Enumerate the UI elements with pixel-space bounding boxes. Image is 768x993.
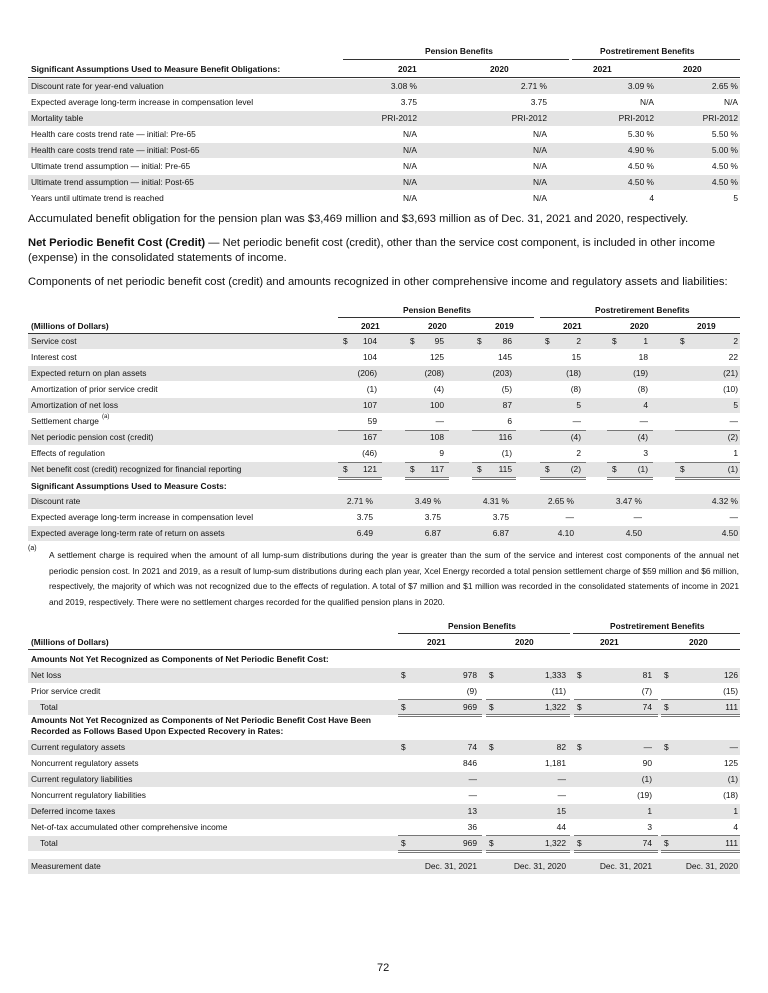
cell-value: (5)	[501, 384, 512, 394]
cell-value: (8)	[637, 384, 648, 394]
dollar-sign: $	[401, 702, 406, 712]
table-row	[28, 700, 740, 715]
cell-value: —	[435, 416, 444, 426]
cell-value: Dec. 31, 2021	[599, 861, 652, 871]
dollar-sign: $	[489, 838, 494, 848]
cell-value: 6	[507, 416, 512, 426]
cell-value: 104	[363, 336, 377, 346]
cell-value: 4.50	[625, 528, 642, 538]
dollar-sign: $	[577, 838, 582, 848]
row-label: Total	[40, 702, 58, 712]
dollar-sign: $	[410, 464, 415, 474]
row-label: Prior service credit	[31, 686, 101, 696]
table-row	[28, 191, 740, 206]
table-row	[28, 430, 740, 445]
table-row	[28, 526, 740, 541]
cell-value: 108	[430, 432, 444, 442]
cell-value: (9)	[466, 686, 477, 696]
dollar-sign: $	[477, 336, 482, 346]
table-row	[28, 414, 740, 429]
row-label: Service cost	[31, 336, 77, 346]
cell-value: (7)	[641, 686, 652, 696]
cell-value: 4.50	[721, 528, 738, 538]
cell-value: 2.65 %	[547, 496, 574, 506]
cell-value: N/A	[533, 193, 547, 203]
pension-benefits-header: Pension Benefits	[403, 305, 471, 315]
cell-value: N/A	[724, 97, 738, 107]
cell-value: N/A	[403, 193, 417, 203]
year-header: 2020	[630, 321, 649, 331]
table-row	[28, 382, 740, 397]
cell-value: PRI-2012	[381, 113, 417, 123]
cell-value: 95	[434, 336, 444, 346]
cell-value: —	[565, 512, 574, 522]
postretirement-benefits-header: Postretirement Benefits	[610, 621, 705, 631]
cell-value: (10)	[723, 384, 738, 394]
row-label: Amortization of net loss	[31, 400, 119, 410]
cell-value: PRI-2012	[511, 113, 547, 123]
cell-value: 3.75	[492, 512, 509, 522]
cell-value: (4)	[637, 432, 648, 442]
cell-value: 100	[430, 400, 444, 410]
cell-value: 5.00 %	[711, 145, 738, 155]
section-heading: Net Periodic Benefit Cost (Credit)	[28, 237, 206, 249]
cell-value: N/A	[403, 177, 417, 187]
cell-value: —	[468, 790, 477, 800]
footnote-text: A settlement charge is required when the amount of all lump-sum distributions during the year is greater than the sum of the service and interest cost components of the annual net periodic pension cost. In 2021 and 2019, as a result of lump-sum distributions during each plan year, Xcel Energy recorded a total pension settlement charge of $59 million and $6 million, respectively, the majority of which was not recognized due to the effects of regulation. A total of $7 million and $1 million was recorded in the consolidated statements of income in 2021 and 2019, respectively. There were no settlement charges recorded for the qualified pension plans in 2020.	[49, 550, 739, 607]
table-row	[28, 510, 740, 525]
cell-value: (2)	[727, 432, 738, 442]
year-header: 2020	[428, 321, 447, 331]
row-label: Interest cost	[31, 352, 77, 362]
cell-value: 167	[363, 432, 377, 442]
table-row	[28, 668, 740, 683]
cell-value: 2.65 %	[711, 81, 738, 91]
row-label: Mortality table	[31, 113, 84, 123]
year-header: 2019	[495, 321, 514, 331]
cell-value: N/A	[403, 145, 417, 155]
cell-value: (1)	[501, 448, 512, 458]
row-label: Net periodic pension cost (credit)	[31, 432, 154, 442]
row-label: Noncurrent regulatory liabilities	[31, 790, 146, 800]
cell-value: N/A	[533, 129, 547, 139]
year-header: 2020	[683, 64, 702, 74]
cell-value: 111	[725, 838, 738, 848]
cell-value: 3	[647, 822, 652, 832]
postretirement-benefits-header: Postretirement Benefits	[595, 305, 690, 315]
table-row	[28, 772, 740, 787]
cell-value: 4.32 %	[711, 496, 738, 506]
table-row	[28, 398, 740, 413]
row-label: Measurement date	[31, 861, 101, 871]
year-header: 2021	[563, 321, 582, 331]
dollar-sign: $	[664, 838, 669, 848]
table-row	[28, 836, 740, 851]
cell-value: 969	[463, 702, 477, 712]
row-label: Settlement charge	[31, 416, 99, 426]
cell-value: (1)	[641, 774, 652, 784]
cell-value: 1	[733, 448, 738, 458]
table-row	[28, 95, 740, 110]
footnote-mark: (a)	[28, 545, 37, 552]
cell-value: (208)	[424, 368, 444, 378]
cell-value: (1)	[637, 464, 648, 474]
cell-value: 44	[556, 822, 566, 832]
paragraph-accumulated-obligation: Accumulated benefit obligation for the pension plan was $3,469 million and $3,693 million as of Dec. 31, 2021 and 2020, respectively.	[28, 213, 689, 225]
cell-value: 18	[638, 352, 648, 362]
row-label: Expected return on plan assets	[31, 368, 147, 378]
cell-value: N/A	[403, 129, 417, 139]
dollar-sign: $	[489, 742, 494, 752]
cell-value: 2.71 %	[346, 496, 373, 506]
cell-value: 1,181	[545, 758, 566, 768]
cell-value: 4.50 %	[627, 161, 654, 171]
cell-value: 87	[502, 400, 512, 410]
cell-value: —	[643, 742, 652, 752]
cell-value: 3.75	[530, 97, 547, 107]
cell-value: 115	[498, 464, 512, 474]
dollar-sign: $	[577, 702, 582, 712]
row-label: Deferred income taxes	[31, 806, 116, 816]
cell-value: —	[572, 416, 581, 426]
cell-value: (2)	[570, 464, 581, 474]
dollar-sign: $	[612, 464, 617, 474]
row-label: Total	[40, 838, 58, 848]
dollar-sign: $	[664, 702, 669, 712]
year-header: 2021	[600, 637, 619, 647]
cell-value: 90	[642, 758, 652, 768]
cell-value: (206)	[357, 368, 377, 378]
cell-value: (8)	[570, 384, 581, 394]
year-header: 2020	[515, 637, 534, 647]
dollar-sign: $	[612, 336, 617, 346]
cell-value: 3.08 %	[390, 81, 417, 91]
row-label: Noncurrent regulatory assets	[31, 758, 139, 768]
cell-value: 82	[556, 742, 566, 752]
page-number: 72	[377, 962, 390, 974]
table-row	[28, 175, 740, 190]
cell-value: 145	[498, 352, 512, 362]
section-title: Recorded as Follows Based Upon Expected Recovery in Rates:	[31, 726, 284, 736]
paragraph-components: Components of net periodic benefit cost (credit) and amounts recognized in other comprehensive income and regulatory assets and liabilities:	[28, 276, 728, 288]
table-row	[28, 111, 740, 126]
cell-value: 3.47 %	[615, 496, 642, 506]
cell-value: (19)	[633, 368, 648, 378]
cell-value: —	[557, 774, 566, 784]
cell-value: 125	[724, 758, 738, 768]
cell-value: (1)	[727, 774, 738, 784]
cell-value: 5.30 %	[627, 129, 654, 139]
footnote-reference: (a)	[102, 414, 110, 420]
cell-value: 4	[649, 193, 654, 203]
table-row	[28, 462, 740, 477]
cell-value: 4.50 %	[627, 177, 654, 187]
table-subtitle: Significant Assumptions Used to Measure Costs:	[31, 481, 227, 491]
cell-value: 4.50 %	[711, 177, 738, 187]
cell-value: 1,333	[545, 670, 566, 680]
postretirement-benefits-header: Postretirement Benefits	[600, 46, 695, 56]
cell-value: N/A	[533, 145, 547, 155]
cell-value: 969	[463, 838, 477, 848]
dollar-sign: $	[489, 670, 494, 680]
cell-value: 74	[467, 742, 477, 752]
cell-value: 6.87	[492, 528, 509, 538]
cell-value: 125	[430, 352, 444, 362]
cell-value: Dec. 31, 2021	[424, 861, 477, 871]
dollar-sign: $	[489, 702, 494, 712]
cell-value: 2.71 %	[520, 81, 547, 91]
row-label: Expected average long-term increase in compensation level	[31, 512, 254, 522]
dollar-sign: $	[680, 464, 685, 474]
dollar-sign: $	[343, 464, 348, 474]
cell-value: 22	[728, 352, 738, 362]
year-header: 2020	[689, 637, 708, 647]
row-label: Current regulatory liabilities	[31, 774, 133, 784]
cell-value: 4	[733, 822, 738, 832]
row-label: Current regulatory assets	[31, 742, 126, 752]
row-label: Ultimate trend assumption — initial: Pre-65	[31, 161, 191, 171]
cell-value: 4.31 %	[482, 496, 509, 506]
cell-value: PRI-2012	[618, 113, 654, 123]
cell-value: Dec. 31, 2020	[513, 861, 566, 871]
cell-value: 2	[733, 336, 738, 346]
cell-value: 107	[363, 400, 377, 410]
cell-value: (18)	[723, 790, 738, 800]
section-title: Amounts Not Yet Recognized as Components of Net Periodic Benefit Cost:	[31, 654, 329, 664]
cell-value: —	[729, 416, 738, 426]
row-label: Ultimate trend assumption — initial: Post-65	[31, 177, 194, 187]
table-row	[28, 494, 740, 509]
dollar-sign: $	[664, 742, 669, 752]
cell-value: 74	[642, 838, 652, 848]
cell-value: 4.10	[557, 528, 574, 538]
cell-value: (4)	[570, 432, 581, 442]
cell-value: 846	[463, 758, 477, 768]
section-title: Amounts Not Yet Recognized as Components of Net Periodic Benefit Cost Have Been	[31, 715, 372, 725]
year-header: 2019	[697, 321, 716, 331]
cell-value: Dec. 31, 2020	[685, 861, 738, 871]
cell-value: —	[557, 790, 566, 800]
cell-value: 9	[439, 448, 444, 458]
row-label: Net benefit cost (credit) recognized for financial reporting	[31, 464, 242, 474]
row-label: Discount rate for year-end valuation	[31, 81, 164, 91]
cell-value: 111	[725, 702, 738, 712]
cell-value: 117	[430, 464, 444, 474]
cell-value: 86	[502, 336, 512, 346]
table-row	[28, 143, 740, 158]
cell-value: 4.90 %	[627, 145, 654, 155]
cell-value: 5	[576, 400, 581, 410]
cell-value: PRI-2012	[702, 113, 738, 123]
cell-value: 1	[643, 336, 648, 346]
cell-value: 3.49 %	[414, 496, 441, 506]
row-label: Health care costs trend rate — initial: Post-65	[31, 145, 200, 155]
cell-value: 4	[643, 400, 648, 410]
cell-value: 3.75	[424, 512, 441, 522]
cell-value: N/A	[403, 161, 417, 171]
cell-value: —	[729, 742, 738, 752]
dollar-sign: $	[577, 670, 582, 680]
table-row	[28, 740, 740, 755]
cell-value: 15	[571, 352, 581, 362]
pension-benefits-header: Pension Benefits	[425, 46, 493, 56]
cell-value: (1)	[366, 384, 377, 394]
dollar-sign: $	[545, 336, 550, 346]
table-row	[28, 334, 740, 349]
dollar-sign: $	[577, 742, 582, 752]
paragraph-text: — Net periodic benefit cost (credit), other than the service cost component, is included in other income (expense) in the consolidated statements of income.	[28, 237, 716, 264]
cell-value: 126	[724, 670, 738, 680]
table-row	[28, 79, 740, 94]
cell-value: (4)	[433, 384, 444, 394]
cell-value: 4.50 %	[711, 161, 738, 171]
dollar-sign: $	[401, 838, 406, 848]
cell-value: 1	[733, 806, 738, 816]
dollar-sign: $	[410, 336, 415, 346]
cell-value: (11)	[551, 686, 566, 696]
cell-value: 36	[467, 822, 477, 832]
cell-value: 59	[367, 416, 377, 426]
cell-value: —	[729, 512, 738, 522]
cell-value: 15	[556, 806, 566, 816]
cell-value: 3.09 %	[627, 81, 654, 91]
dollar-sign: $	[680, 336, 685, 346]
cell-value: 1	[647, 806, 652, 816]
paragraph-net-periodic-cost	[28, 236, 740, 266]
cell-value: 1,322	[545, 838, 566, 848]
table-row	[28, 446, 740, 461]
year-header: 2020	[490, 64, 509, 74]
table-row	[28, 127, 740, 142]
cell-value: 74	[642, 702, 652, 712]
cell-value: 2	[576, 336, 581, 346]
year-header: 2021	[593, 64, 612, 74]
dollar-sign: $	[664, 670, 669, 680]
row-label: Expected average long-term rate of return on assets	[31, 528, 225, 538]
cell-value: (46)	[362, 448, 377, 458]
table-title: Significant Assumptions Used to Measure Benefit Obligations:	[31, 64, 281, 74]
cell-value: 3.75	[356, 512, 373, 522]
table-row	[28, 859, 740, 874]
cell-value: (19)	[637, 790, 652, 800]
row-label: Effects of regulation	[31, 448, 105, 458]
table-row	[28, 756, 740, 771]
table-row	[28, 350, 740, 365]
cell-value: (15)	[723, 686, 738, 696]
cell-value: (21)	[723, 368, 738, 378]
year-header: 2021	[361, 321, 380, 331]
row-label: Amortization of prior service credit	[31, 384, 158, 394]
cell-value: (203)	[492, 368, 512, 378]
cell-value: 978	[463, 670, 477, 680]
cell-value: —	[639, 416, 648, 426]
cell-value: 116	[498, 432, 512, 442]
year-header: 2021	[398, 64, 417, 74]
cell-value: 104	[363, 352, 377, 362]
row-label: Years until ultimate trend is reached	[31, 193, 164, 203]
cell-value: 81	[642, 670, 652, 680]
table-row	[28, 684, 740, 699]
table-title: (Millions of Dollars)	[31, 637, 109, 647]
cell-value: —	[468, 774, 477, 784]
cell-value: (1)	[727, 464, 738, 474]
cell-value: 6.49	[356, 528, 373, 538]
table-row	[28, 820, 740, 835]
cell-value: 3	[643, 448, 648, 458]
cell-value: 13	[467, 806, 477, 816]
table-row	[28, 159, 740, 174]
cell-value: 5.50 %	[711, 129, 738, 139]
table-row	[28, 366, 740, 381]
row-label: Net loss	[31, 670, 62, 680]
cell-value: N/A	[533, 177, 547, 187]
cell-value: 121	[363, 464, 377, 474]
pension-benefits-header: Pension Benefits	[448, 621, 516, 631]
table-row	[28, 804, 740, 819]
dollar-sign: $	[401, 742, 406, 752]
cell-value: 2	[576, 448, 581, 458]
cell-value: 5	[733, 400, 738, 410]
row-label: Health care costs trend rate — initial: Pre-65	[31, 129, 196, 139]
row-label: Expected average long-term increase in compensation level	[31, 97, 254, 107]
cell-value: N/A	[640, 97, 654, 107]
cell-value: 6.87	[424, 528, 441, 538]
cell-value: (18)	[566, 368, 581, 378]
dollar-sign: $	[545, 464, 550, 474]
cell-value: 1,322	[545, 702, 566, 712]
table-row	[28, 788, 740, 803]
year-header: 2021	[427, 637, 446, 647]
cell-value: —	[633, 512, 642, 522]
table-title: (Millions of Dollars)	[31, 321, 109, 331]
row-label: Discount rate	[31, 496, 81, 506]
dollar-sign: $	[343, 336, 348, 346]
cell-value: 3.75	[400, 97, 417, 107]
dollar-sign: $	[477, 464, 482, 474]
cell-value: 5	[733, 193, 738, 203]
dollar-sign: $	[401, 670, 406, 680]
cell-value: N/A	[533, 161, 547, 171]
row-label: Net-of-tax accumulated other comprehensive income	[31, 822, 228, 832]
